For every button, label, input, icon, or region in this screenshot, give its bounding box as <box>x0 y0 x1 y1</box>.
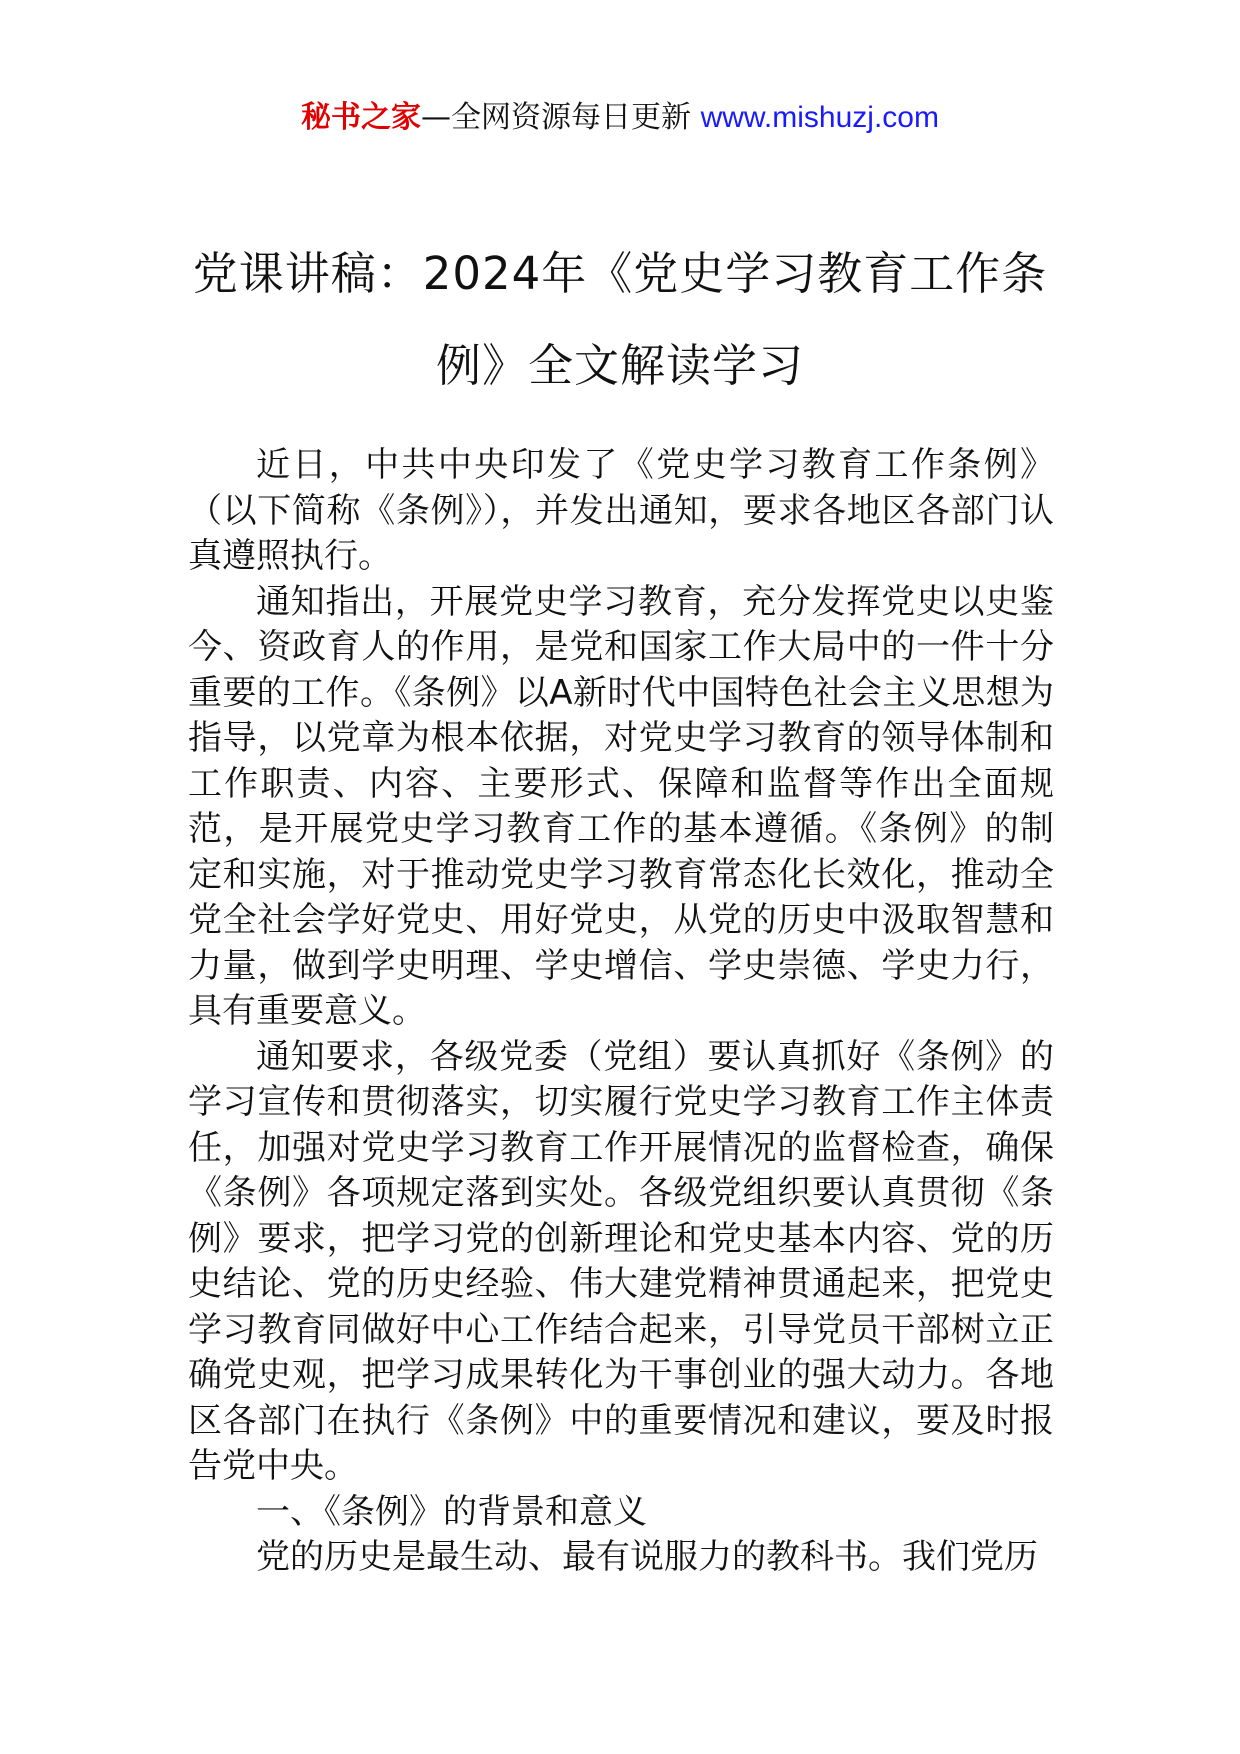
site-brand: 秘书之家 <box>301 100 422 135</box>
site-url-link[interactable]: www.mishuzj.com <box>700 101 939 134</box>
paragraph-section-1: 党的历史是最生动、最有说服力的教科书。我们党历 <box>256 1537 1038 1577</box>
paragraph-requirements: 通知要求，各级党委（党组）要认真抓好《条例》的学习宣传和贯彻落实，切实履行党史学习教育工作主体责任，加强对党史学习教育工作开展情况的监督检查，确保《条例》各项规定落到实处。各级党组织要认真贯彻《条例》要求，把学习党的创新理论和党史基本内容、党的历史结论、党的历史经验、伟大建党精神贯通起来，把党史学习教育同做好中心工作结合起来，引导党员干部树立正确党史观，把学习成果转化为干事创业的强大动力。各地区各部门在执行《条例》中的重要情况和建议，要及时报告党中央。 <box>188 1036 1054 1486</box>
document-body <box>188 443 1054 1581</box>
paragraph-intro: 近日，中共中央印发了《党史学习教育工作条例》（以下简称《条例》），并发出通知，要求各地区各部门认真遵照执行。 <box>188 445 1054 576</box>
title-line-2: 例》全文解读学习 <box>435 339 804 392</box>
title-line-1: 党课讲稿：2024年《党史学习教育工作条 <box>192 247 1048 300</box>
paragraph-notice: 通知指出，开展党史学习教育，充分发挥党史以史鉴今、资政育人的作用，是党和国家工作大局中的一件十分重要的工作。《条例》以A新时代中国特色社会主义思想为指导，以党章为根本依据，对党史学习教育的领导体制和工作职责、内容、主要形式、保障和监督等作出全面规范，是开展党史学习教育工作的基本遵循。《条例》的制定和实施，对于推动党史学习教育常态化长效化，推动全党全社会学好党史、用好党史，从党的历史中汲取智慧和力量，做到学史明理、学史增信、学史崇德、学史力行，具有重要意义。 <box>188 581 1054 1031</box>
site-slogan: —全网资源每日更新 <box>421 100 692 135</box>
document-title <box>150 228 1090 412</box>
section-heading-1: 一、《条例》的背景和意义 <box>256 1491 647 1532</box>
site-header <box>0 98 1240 138</box>
